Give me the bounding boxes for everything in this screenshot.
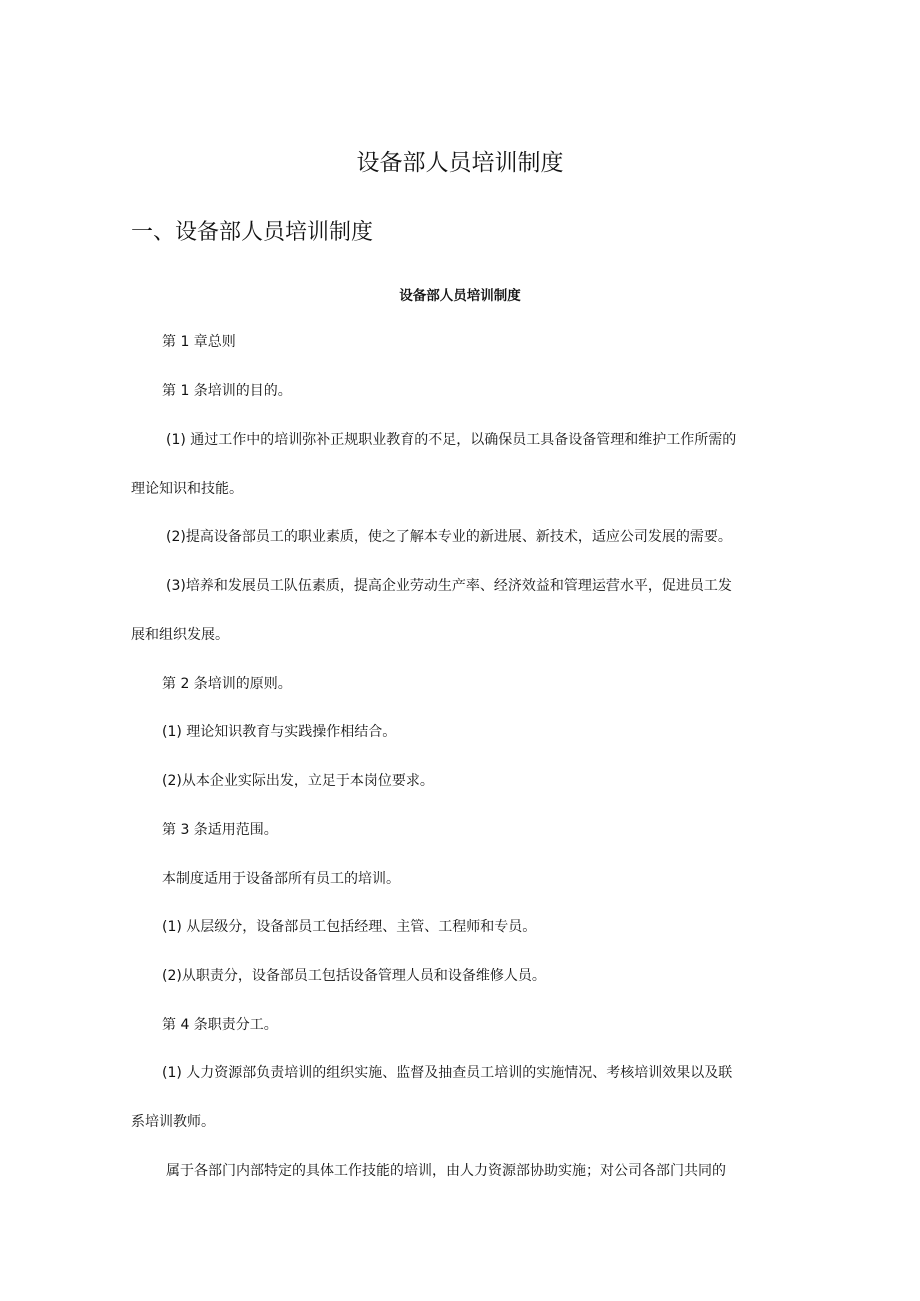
paragraph-line: (3)培养和发展员工队伍素质，提高企业劳动生产率、经济效益和管理运营水平，促进员工发: [166, 578, 732, 594]
paragraph-line: (2)从本企业实际出发，立足于本岗位要求。: [162, 773, 434, 789]
paragraph-line: (1) 通过工作中的培训弥补正规职业教育的不足，以确保员工具备设备管理和维护工作所需的: [166, 432, 737, 448]
paragraph-line: 理论知识和技能。: [131, 481, 243, 497]
paragraph-line: 本制度适用于设备部所有员工的培训。: [162, 871, 400, 887]
article-heading: 第 3 条适用范围。: [162, 822, 278, 838]
paragraph-line: (1) 理论知识教育与实践操作相结合。: [162, 724, 397, 740]
section-heading: 一、设备部人员培训制度: [131, 220, 374, 245]
article-heading: 第 4 条职责分工。: [162, 1017, 278, 1033]
section-subtitle: 设备部人员培训制度: [399, 288, 521, 304]
article-heading: 第 2 条培训的原则。: [162, 676, 292, 692]
paragraph-line: 展和组织发展。: [131, 627, 229, 643]
paragraph-line: (2)从职责分，设备部员工包括设备管理人员和设备维修人员。: [162, 968, 546, 984]
article-heading: 第 1 条培训的目的。: [162, 383, 292, 399]
paragraph-line: (1) 人力资源部负责培训的组织实施、监督及抽查员工培训的实施情况、考核培训效果以及联: [162, 1065, 733, 1081]
paragraph-line: 系培训教师。: [131, 1114, 215, 1130]
document-title: 设备部人员培训制度: [356, 150, 564, 176]
paragraph-line: 属于各部门内部特定的具体工作技能的培训，由人力资源部协助实施；对公司各部门共同的: [166, 1163, 726, 1179]
paragraph-line: (2)提高设备部员工的职业素质，使之了解本专业的新进展、新技术，适应公司发展的需要。: [166, 529, 732, 545]
paragraph-line: (1) 从层级分，设备部员工包括经理、主管、工程师和专员。: [162, 919, 537, 935]
chapter-heading: 第 1 章总则: [162, 334, 236, 350]
